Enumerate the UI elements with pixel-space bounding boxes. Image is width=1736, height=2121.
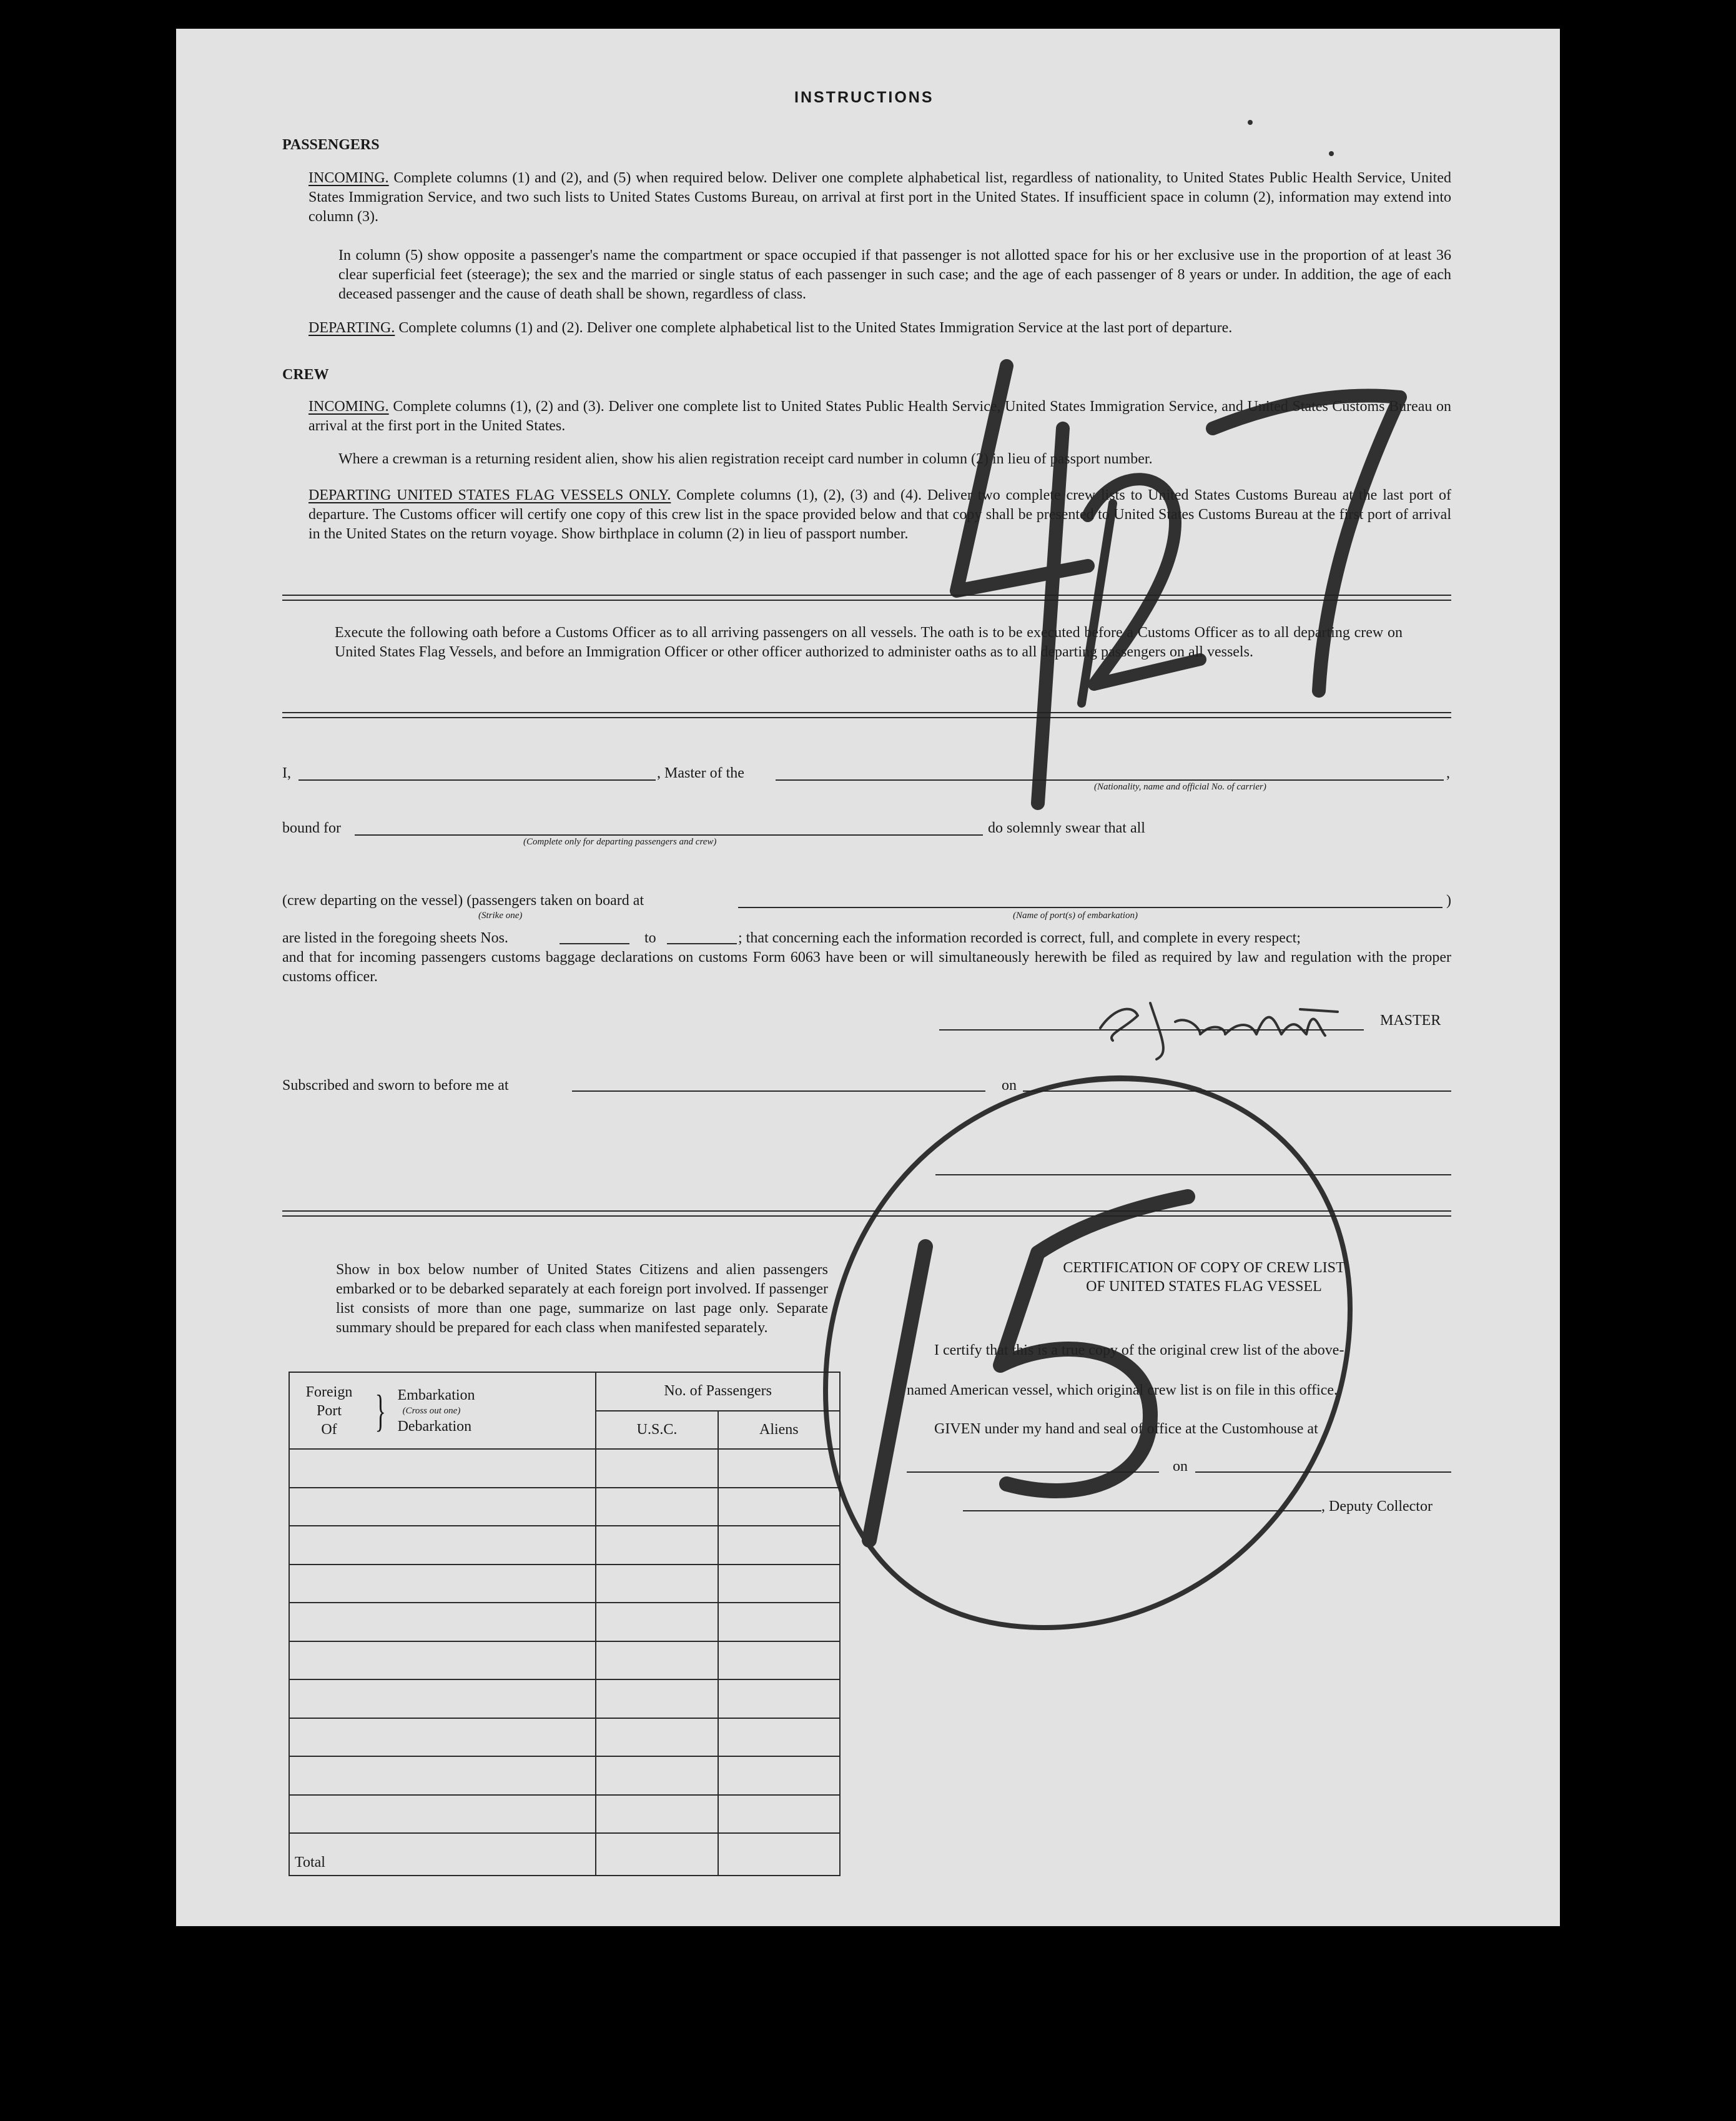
sheet-to-line[interactable]	[667, 943, 737, 944]
table-row	[289, 1718, 840, 1757]
certification-on: on	[1173, 1458, 1188, 1475]
master-signature-line[interactable]	[939, 1029, 1364, 1031]
passengers-departing-text: Complete columns (1) and (2). Deliver one complete alphabetical list to the United States Immigration Service at the last port of departure.	[398, 320, 1233, 336]
usc-total-cell[interactable]	[596, 1833, 718, 1876]
crew-incoming-label: INCOMING.	[308, 398, 389, 415]
aliens-cell[interactable]	[718, 1679, 840, 1718]
deputy-collector-label: , Deputy Collector	[1321, 1498, 1433, 1515]
aliens-cell[interactable]	[718, 1641, 840, 1680]
deputy-collector-line[interactable]	[963, 1510, 1321, 1511]
port-cell[interactable]	[289, 1718, 596, 1757]
crew-incoming	[308, 397, 1451, 436]
sheet-from-line[interactable]	[560, 943, 629, 944]
usc-cell[interactable]	[596, 1449, 718, 1488]
passengers-column5-text: In column (5) show opposite a passenger's name the compartment or space occupied if that passenger is not allotted space for his or her exclusive use in the proportion of at least 36 clear superficial feet (steerage); the sex and the married or single status of each passenger in such case; and the age of each passenger of 8 years or under. In addition, the age of each deceased passenger and the cause of death shall be shown, regardless of class.	[338, 247, 1451, 302]
trailing-comma: ,	[1446, 765, 1450, 781]
port-cell[interactable]	[289, 1526, 596, 1565]
cross-out-caption: (Cross out one)	[402, 1405, 461, 1416]
table-row	[289, 1526, 840, 1565]
usc-cell[interactable]	[596, 1526, 718, 1565]
usc-cell[interactable]	[596, 1603, 718, 1641]
usc-cell[interactable]	[596, 1565, 718, 1603]
port-cell[interactable]	[289, 1756, 596, 1795]
certification-text-1: I certify that this is a true copy of the original crew list of the above-	[934, 1342, 1344, 1358]
certification-title-2: OF UNITED STATES FLAG VESSEL	[1086, 1278, 1322, 1295]
summary-note: Show in box below number of United States Citizens and alien passengers embarked or to be debarked separately at each foreign port involved. If passenger list consists of more than one page, summarize on last page only. Separate summary should be prepared for each class when manifested separately.	[336, 1262, 828, 1336]
usc-cell[interactable]	[596, 1718, 718, 1757]
subscribed-on-label: on	[1002, 1077, 1017, 1094]
pencil-dot	[1329, 151, 1334, 156]
port-caption: (Name of port(s) of embarkation)	[1013, 911, 1138, 921]
divider	[282, 717, 1451, 718]
passengers-heading: PASSENGERS	[282, 137, 380, 153]
carrier-caption: (Nationality, name and official No. of carrier)	[1094, 782, 1266, 792]
master-name-line[interactable]	[298, 779, 656, 781]
bound-for-label: bound for	[282, 820, 341, 836]
usc-header: U.S.C.	[596, 1411, 718, 1450]
divider	[282, 1210, 1451, 1212]
port-cell[interactable]	[289, 1565, 596, 1603]
listed-to: to	[644, 930, 656, 946]
customhouse-line[interactable]	[907, 1471, 1159, 1473]
table-row	[289, 1565, 840, 1603]
table-row	[289, 1449, 840, 1488]
aliens-cell[interactable]	[718, 1526, 840, 1565]
aliens-cell[interactable]	[718, 1603, 840, 1641]
bound-caption: (Complete only for departing passengers and crew)	[523, 837, 717, 847]
listed-text-3: and that for incoming passengers customs baggage declarations on customs Form 6063 have been or will simultaneously herewith be filed as required by law and regulation with the proper customs officer.	[282, 949, 1451, 985]
passengers-incoming-label: INCOMING.	[308, 170, 389, 186]
handwritten-four-stem	[1038, 428, 1063, 803]
instructions-title: INSTRUCTIONS	[794, 89, 934, 106]
table-header-row	[289, 1372, 840, 1411]
aliens-cell[interactable]	[718, 1756, 840, 1795]
port-cell[interactable]	[289, 1488, 596, 1526]
certification-given: GIVEN under my hand and seal of office at the Customhouse at	[934, 1421, 1318, 1437]
divider	[282, 595, 1451, 596]
aliens-cell[interactable]	[718, 1795, 840, 1834]
crew-resident-text: Where a crewman is a returning resident alien, show his alien registration receipt card number in column (2) in lieu of passport number.	[338, 451, 1153, 467]
master-of-the-label: , Master of the	[657, 765, 744, 781]
carrier-line[interactable]	[776, 779, 1444, 781]
oath-i-label: I,	[282, 765, 291, 781]
subscribed-date-line[interactable]	[1023, 1090, 1451, 1092]
table-row	[289, 1756, 840, 1795]
crew-departing-label: DEPARTING UNITED STATES FLAG VESSELS ONLY.	[308, 487, 671, 503]
passengers-incoming	[308, 169, 1451, 227]
oath-intro: Execute the following oath before a Customs Officer as to all arriving passengers on all vessels. The oath is to be executed before a Customs Officer as to all departing crew on United States Flag Vessels, and before an Immigration Officer or other officer authorized to administer oaths as to all departing passengers on all vessels.	[335, 625, 1403, 660]
passengers-incoming-text: Complete columns (1) and (2), and (5) when required below. Deliver one complete alphabetical list, regardless of nationality, to United States Public Health Service, United States Immigration Service, and two such lists to United States Customs Bureau, on arrival at first port in the United States. If insufficient space in column (2), information may extend into column (3).	[308, 170, 1452, 225]
port-cell[interactable]	[289, 1603, 596, 1641]
close-paren: )	[1446, 892, 1451, 909]
usc-cell[interactable]	[596, 1641, 718, 1680]
divider	[282, 1215, 1451, 1217]
foreign-label: Foreign	[305, 1383, 353, 1400]
port-cell[interactable]	[289, 1795, 596, 1834]
divider	[282, 712, 1451, 713]
embarkation-port-line[interactable]	[738, 907, 1443, 908]
crew-heading: CREW	[282, 367, 329, 383]
table-total-row	[289, 1833, 840, 1876]
officer-signature-line[interactable]	[935, 1174, 1451, 1175]
crew-departing-text: Complete columns (1), (2), (3) and (4). Deliver two complete crew lists to United States Customs Bureau at the last port of departure. The Customs officer will certify one copy of this crew list in the space provided below and that copy shall be presented to United States Customs Bureau at the first port of arrival in the United States on the return voyage. Show birthplace in column (2) in lieu of passport number.	[308, 487, 1452, 542]
passengers-departing	[308, 319, 1451, 338]
certification-text-2: named American vessel, which original crew list is on file in this office.	[907, 1382, 1338, 1398]
subscribed-place-line[interactable]	[572, 1090, 985, 1092]
port-cell[interactable]	[289, 1679, 596, 1718]
bound-for-line[interactable]	[355, 834, 983, 836]
usc-cell[interactable]	[596, 1488, 718, 1526]
subscribed-label: Subscribed and sworn to before me at	[282, 1077, 509, 1094]
strike-one-caption: (Strike one)	[478, 911, 523, 921]
listed-text-2: ; that concerning each the information recorded is correct, full, and complete in every respect;	[738, 930, 1301, 946]
port-cell[interactable]	[289, 1449, 596, 1488]
no-of-passengers-header: No. of Passengers	[596, 1372, 840, 1411]
certification-title-1: CERTIFICATION OF COPY OF CREW LIST	[1063, 1260, 1345, 1276]
table-row	[289, 1795, 840, 1834]
solemnly-label: do solemnly swear that all	[988, 820, 1145, 836]
aliens-cell[interactable]	[718, 1718, 840, 1757]
master-signature	[1100, 1003, 1338, 1059]
divider	[282, 600, 1451, 601]
aliens-header: Aliens	[718, 1411, 840, 1450]
table-row	[289, 1679, 840, 1718]
port-header-cell	[289, 1372, 596, 1449]
certification-date-line[interactable]	[1195, 1471, 1451, 1473]
of-label: Of	[321, 1421, 337, 1438]
aliens-total-cell[interactable]	[718, 1833, 840, 1876]
debarkation-label: Debarkation	[397, 1418, 472, 1435]
usc-cell[interactable]	[596, 1679, 718, 1718]
document-page	[176, 29, 1560, 1926]
table-row	[289, 1488, 840, 1526]
table-row	[289, 1603, 840, 1641]
crew-passengers-label: (crew departing on the vessel) (passengers taken on board at	[282, 892, 644, 909]
pencil-dot	[1248, 120, 1253, 125]
aliens-cell[interactable]	[718, 1488, 840, 1526]
embarkation-label: Embarkation	[397, 1387, 475, 1403]
crew-incoming-text: Complete columns (1), (2) and (3). Deliver one complete list to United States Public Health Service, United States Immigration Service, and United States Customs Bureau on arrival at the first port in the United States.	[308, 398, 1452, 434]
total-label: Total	[289, 1833, 596, 1876]
listed-text-1: are listed in the foregoing sheets Nos.	[282, 930, 508, 946]
port-label: Port	[316, 1402, 342, 1419]
crew-departing	[308, 486, 1451, 544]
aliens-cell[interactable]	[718, 1449, 840, 1488]
usc-cell[interactable]	[596, 1756, 718, 1795]
port-cell[interactable]	[289, 1641, 596, 1680]
passengers-departing-label: DEPARTING.	[308, 320, 395, 336]
passenger-summary-table	[289, 1372, 841, 1876]
aliens-cell[interactable]	[718, 1565, 840, 1603]
master-label: MASTER	[1380, 1012, 1441, 1029]
usc-cell[interactable]	[596, 1795, 718, 1834]
brace-icon: }	[375, 1385, 386, 1436]
table-row	[289, 1641, 840, 1680]
